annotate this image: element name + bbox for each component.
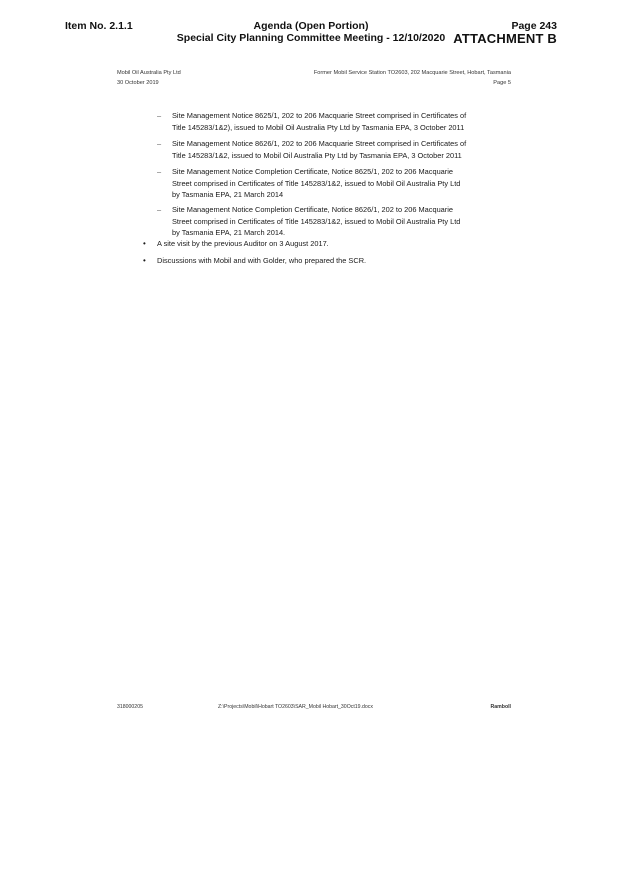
text-line: Street comprised in Certificates of Title 145283/1&2, issued to Mobil Oil Australia Pty Ltd [172,178,461,188]
agenda-title-line1: Agenda (Open Portion) [253,20,369,32]
list-item-text [172,204,512,239]
agenda-title-line2: Special City Planning Committee Meeting - 12/10/2020 [176,32,446,44]
firm-name: Ramboll [490,704,511,710]
file-path: Z:\Projects\Mobil\Hobart TO2603\SAR_Mobil Hobart_30Oct19.docx [218,704,373,710]
agenda-title [150,20,472,44]
text-line: Title 145283/1&2), issued to Mobil Oil Australia Pty Ltd by Tasmania EPA, 3 October 2011 [172,122,465,132]
agenda-header [0,0,622,46]
report-date: 30 October 2019 [117,80,159,86]
page-number: Page 243 [511,20,557,32]
bullet-item-text: Discussions with Mobil and with Golder, who prepared the SCR. [157,256,367,265]
text-line: Site Management Notice Completion Certificate, Notice 8625/1, 202 to 206 Macquarie [172,167,453,176]
text-line: by Tasmania EPA, 21 March 2014 [172,190,284,199]
list-item-text [172,110,512,133]
project-number: 318000205 [117,704,143,710]
document-page: Page 5 [493,80,511,86]
dash-marker: – [157,167,162,176]
text-line: Site Management Notice 8625/1, 202 to 206 Macquarie Street comprised in Certificates of [172,111,467,120]
list-item-text [172,138,512,161]
dash-marker: – [157,111,162,120]
bullet-marker: • [143,256,146,265]
text-line: Street comprised in Certificates of Title 145283/1&2, issued to Mobil Oil Australia Pty Ltd [172,216,461,226]
dash-marker: – [157,139,162,148]
text-line: by Tasmania EPA, 21 March 2014. [172,228,286,237]
text-line: Title 145283/1&2, issued to Mobil Oil Australia Pty Ltd by Tasmania EPA, 3 October 2011 [172,150,462,160]
bullet-marker: • [143,239,146,248]
dash-marker: – [157,205,162,214]
bullet-item-text: A site visit by the previous Auditor on 3 August 2017. [157,239,329,248]
text-line: Site Management Notice 8626/1, 202 to 206 Macquarie Street comprised in Certificates of [172,139,467,148]
attachment-label: ATTACHMENT B [453,31,557,46]
site-name: Former Mobil Service Station TO2603, 202 Macquarie Street, Hobart, Tasmania [313,70,511,76]
company-name: Mobil Oil Australia Pty Ltd [117,70,181,76]
document-header-right [314,68,511,88]
item-number: Item No. 2.1.1 [65,20,133,32]
document-header-left [117,68,181,88]
text-line: Site Management Notice Completion Certificate, Notice 8626/1, 202 to 206 Macquarie [172,205,453,214]
list-item-text [172,166,512,201]
